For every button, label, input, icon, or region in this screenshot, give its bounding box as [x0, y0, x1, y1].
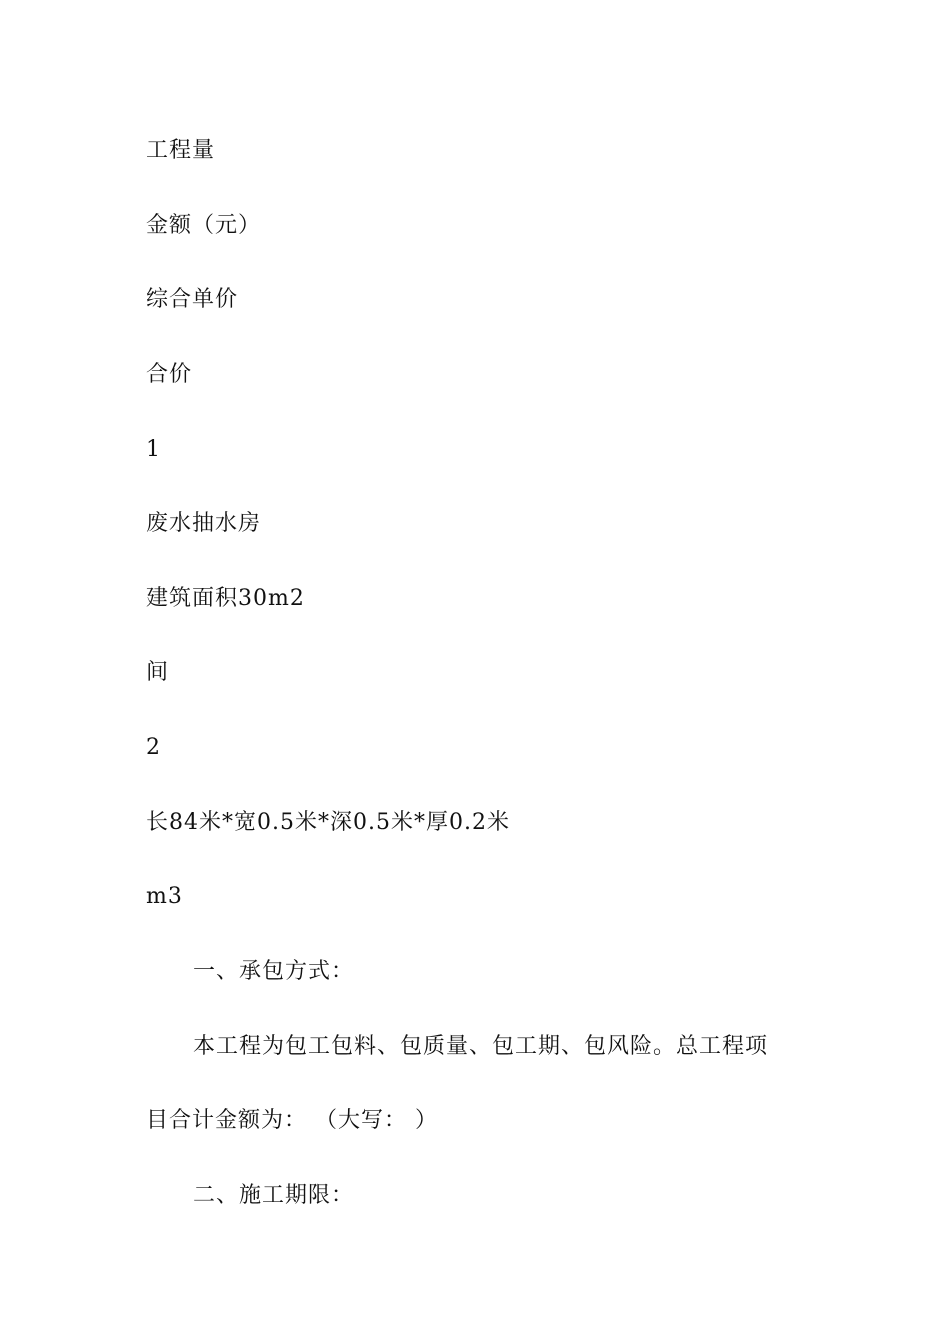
paragraph-contract-line-1: 本工程为包工包料、包质量、包工期、包风险。总工程项 — [193, 1034, 769, 1059]
section-heading-contract-method: 一、承包方式： — [193, 959, 355, 984]
text-line-quantity: 工程量 — [146, 138, 216, 163]
paragraph-contract-line-2: 目合计金额为： （大写： ） — [146, 1108, 438, 1133]
text-line-unit-room: 间 — [146, 660, 170, 685]
text-line-floor-area: 建筑面积30m2 — [146, 586, 305, 611]
section-heading-construction-period: 二、施工期限： — [193, 1183, 355, 1208]
text-line-item-1: 1 — [146, 437, 161, 462]
text-line-dimensions: 长84米*宽0.5米*深0.5米*厚0.2米 — [146, 810, 510, 835]
text-line-total-price: 合价 — [146, 362, 193, 387]
text-line-item-2: 2 — [146, 735, 161, 760]
text-line-unit-price: 综合单价 — [146, 287, 239, 312]
text-line-amount: 金额（元） — [146, 213, 262, 238]
text-line-pump-room: 废水抽水房 — [146, 511, 262, 536]
text-line-unit-m3: m3 — [146, 884, 183, 909]
